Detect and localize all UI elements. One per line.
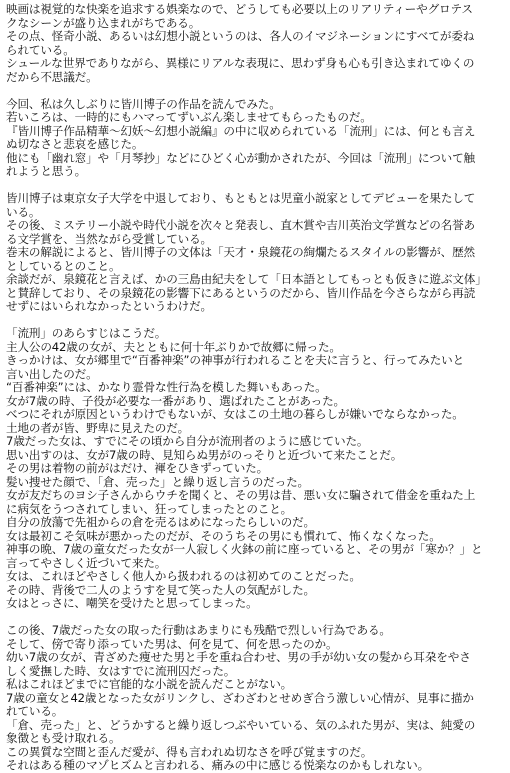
- text-line: 今回、私は久しぶりに皆川博子の作品を読んでみた。: [6, 97, 281, 111]
- text-line: 土地の者が皆、野卑に見えたのだ。: [6, 421, 190, 435]
- text-line: その点、怪奇小説、あるいは幻想小説というのは、各人のイマジネーションにすべてが委ね: [6, 30, 475, 43]
- text-line: それはある種のマゾヒズムと言われる、痛みの中に感じる悦楽なのかもしれない。: [6, 759, 430, 772]
- text-line: 女が友だちのヨシ子さんからウチを聞くと、その男は昔、悪い女に騙されて借金を重ねた上: [6, 489, 476, 502]
- text-line: その後、ミステリー小説や時代小説を次々と発表し、直木賞や吉川英治文学賞などの名誉あ: [6, 219, 475, 232]
- text-line: 皆川博子は東京女子大学を中退しており、もともとは児童小説家としてデビューを果たして: [6, 192, 476, 205]
- synopsis-paragraph: [6, 327, 504, 611]
- text-line: べつにそれが原因というわけでもないが、女はこの土地の暮らしが嫌いでならなかった。: [6, 408, 464, 421]
- text-line: しく愛撫した時、女はすでに流刑囚だった。: [6, 664, 236, 678]
- author-paragraph: [6, 192, 504, 314]
- text-line: 私はこれほどまでに官能的な小説を読んだことがない。: [6, 678, 293, 691]
- text-line: れている。: [6, 705, 64, 718]
- text-line: 女は、これほどやさしく他人から扱われるのは初めてのことだった。: [6, 570, 361, 583]
- text-line: 女が7歳の時、子役が必要な一番があり、選ばれたことがあった。: [6, 394, 345, 408]
- intro-paragraph: [6, 3, 504, 84]
- text-line: 「流刑」のあらすじはこうだ。: [6, 327, 167, 340]
- text-line: せずにはいられなかったというわけだ。: [6, 300, 212, 313]
- text-line: 言ってやさしく近づいて来た。: [6, 556, 167, 570]
- text-line: れようと思う。: [6, 165, 87, 178]
- text-line: 『皆川博子作品精華〜幻妖〜幻想小説編』の中に収められている「流刑」には、何とも言え: [6, 124, 476, 138]
- text-line: 女はとっさに、嘲笑を受けたと思ってしまった。: [6, 597, 258, 610]
- text-line: 巻末の解説によると、皆川博子の文体は「天才・泉鏡花の絢爛たるスタイルの影響が、歴然: [6, 246, 475, 259]
- text-line: この後、7歳だった女の取った行動はあまりにも残酷で烈しい行為である。: [6, 624, 391, 637]
- text-line: クなシーンが盛り込まれがちである。: [6, 16, 201, 30]
- text-line: 思い出すのは、女が7歳の時、見知らぬ男がのっそりと近づいて来たことだ。: [6, 448, 403, 462]
- text-line: “百番神楽”には、かなり霊骨な性行為を模した舞いもあった。: [6, 381, 327, 394]
- text-line: 幼い7歳の女が、青ざめた痩せた男と手を重ね合わせ、男の手が幼い女の髪から耳朶をやさ: [6, 651, 471, 664]
- text-line: この異質な空間と歪んだ愛が、得も言われぬ切なさを呼び覚ますのだ。: [6, 745, 373, 759]
- text-line: と賛辞しており、その泉鏡花の影響下にあるというのだから、皆川作品を今さらながら再読: [6, 286, 476, 300]
- text-line: その時、背後で二人のようすを見て笑った人の気配がした。: [6, 583, 315, 597]
- text-line: きっかけは、女が郷里で“百番神楽”の神事が行われることを夫に言うと、行ってみたいと: [6, 354, 465, 367]
- text-line: 若いころは、一時的にもハマってずいぶん楽しませてもらったものだ。: [6, 111, 372, 124]
- text-line: としているとのこと。: [6, 259, 121, 273]
- text-line: 主人公の42歳の女が、夫とともに何十年ぶりかで故郷に帰った。: [6, 340, 341, 354]
- text-line: 7歳だった女は、すでにその頃から自分が流刑者のように感じていた。: [6, 435, 369, 448]
- text-line: 女は最初こそ気味が悪かったのだが、そのうちその男にも慣れて、怖くなくなった。: [6, 529, 441, 543]
- text-line: 7歳の童女と42歳となった女がリンクし、ざわざわとせめぎ合う激しい心情が、見事に描か: [6, 691, 474, 705]
- impression-paragraph: [6, 624, 504, 773]
- text-line: シュールな世界でありながら、異様にリアルな表現に、思わず身も心も引き込まれてゆくの: [6, 57, 475, 70]
- text-line: られている。: [6, 43, 75, 57]
- text-line: 象徴とも受け取れる。: [6, 732, 121, 745]
- text-line: 映画は視覚的な快楽を追求する娯楽なので、どうしても必要以上のリアリティーやグロテス: [6, 3, 473, 16]
- text-line: に病気をうつされてしまい、狂ってしまったとのこと。: [6, 502, 293, 516]
- text-line: いる。: [6, 205, 41, 219]
- text-line: だから不思議だ。: [6, 70, 98, 84]
- text-line: 自分の放蕩で先祖からの倉を売るはめになったらしいのだ。: [6, 516, 315, 529]
- text-line: ぬ切なさと悲哀を感じた。: [6, 138, 144, 151]
- text-line: る文学賞を、当然ながら受賞している。: [6, 232, 212, 246]
- text-line: そして、傍で寄り添っていた男は、何を見て、何を思ったのか。: [6, 637, 338, 651]
- text-line: 余談だが、泉鏡花と言えば、かの三島由紀夫をして「日本語としてもっとも仮きに遊ぶ文体」: [6, 273, 487, 286]
- reading-paragraph: [6, 98, 504, 179]
- text-line: 神事の晩、7歳の童女だった女が一人寂しく火鉢の前に座っていると、その男が「寒か？」と: [6, 543, 483, 556]
- text-line: 言い出したのだ。: [6, 367, 98, 381]
- text-line: 「倉、売った」と、どうかすると繰り返しつぶやいている、気のふれた男が、実は、純愛の: [6, 718, 476, 732]
- text-line: 髪い捜せた顔で、「倉、売った」と繰り返し言うのだった。: [6, 475, 309, 489]
- text-line: その男は着物の前がはだけ、褌をひきずっていた。: [6, 462, 269, 475]
- text-line: 他にも「幽れ窓」や「月琴抄」などにひどく心が動かされたが、今回は「流刑」について触: [6, 151, 475, 165]
